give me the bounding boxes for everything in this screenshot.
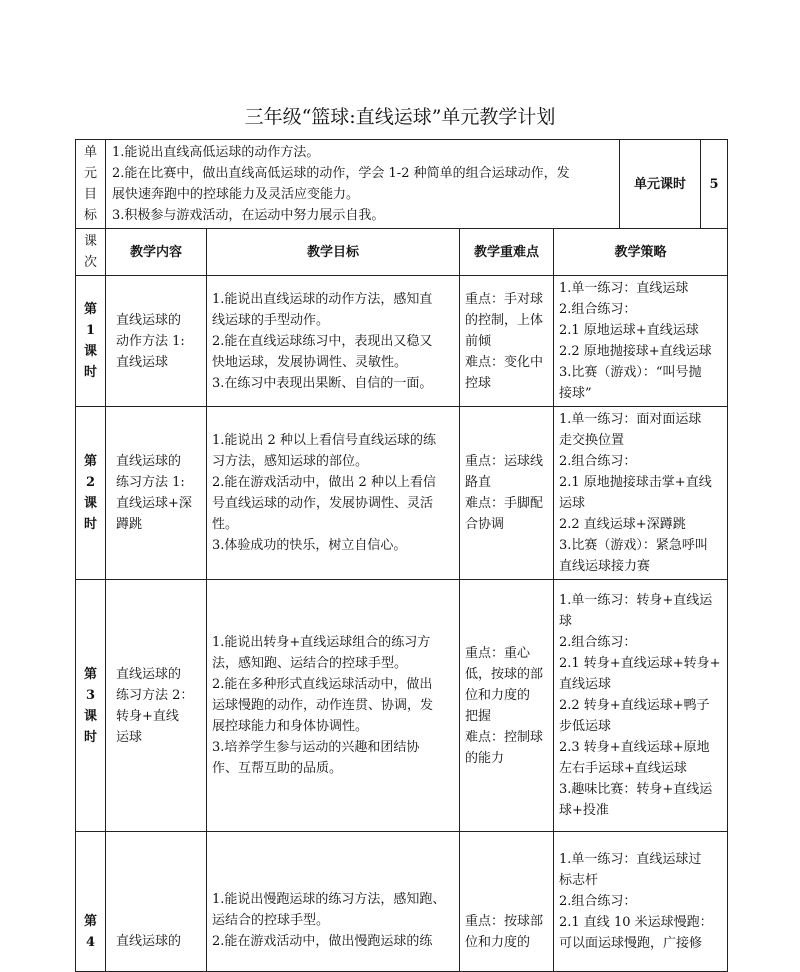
unit-hours-label: 单元课时 — [620, 140, 701, 229]
page-title: 三年级“篮球:直线运球”单元教学计划 — [244, 106, 556, 128]
unit-goals-label: 单 元 目 标 — [76, 140, 106, 229]
lesson-4-objectives: 1.能说出慢跑运球的练习方法，感知跑、 运结合的控球手型。 2.能在游戏活动中，做出慢跑运球的练 — [207, 832, 460, 972]
lesson-4-strategy: 1.单一练习：直线运球过 标志杆 2.组合练习： 2.1 直线 10 米运球慢跑： 可以面运球慢跑，广接修 — [554, 832, 728, 972]
lesson-row-4 — [76, 832, 728, 972]
unit-plan-table — [75, 139, 728, 972]
header-content: 教学内容 — [106, 229, 207, 276]
lesson-2-objectives: 1.能说出 2 种以上看信号直线运球的练 习方法，感知运球的部位。 2.能在游戏活动中，做出 2 种以上看信 号直线运球的动作，发展协调性、灵活 性。 3.体验成功的快乐，树立自信心。 — [207, 407, 460, 580]
lesson-1-strategy: 1.单一练习：直线运球 2.组合练习： 2.1 原地运球+直线运球 2.2 原地抛接球+直线运球 3.比赛（游戏）：“叫号抛 接球” — [554, 276, 728, 407]
lesson-row-3 — [76, 580, 728, 832]
header-key-points: 教学重难点 — [460, 229, 554, 276]
lesson-2-content: 直线运球的 练习方法 1: 直线运球+深 蹲跳 — [106, 407, 207, 580]
lesson-4-label: 第 4 — [76, 832, 106, 972]
lesson-row-1 — [76, 276, 728, 407]
lesson-3-label: 第 3 课 时 — [76, 580, 106, 832]
lesson-3-strategy: 1.单一练习：转身+直线运 球 2.组合练习： 2.1 转身+直线运球+转身+ 直线运球 2.2 转身+直线运球+鸭子 步低运球 2.3 转身+直线运球+原地 左右手运球+直线运球 3.趣味比赛：转身+直线运 球+投准 — [554, 580, 728, 832]
lesson-row-2 — [76, 407, 728, 580]
unit-goals-row — [76, 140, 728, 229]
lesson-4-content: 直线运球的 — [106, 832, 207, 972]
lesson-1-label: 第 1 课 时 — [76, 276, 106, 407]
lesson-3-key-points: 重点：重心 低，按球的部 位和力度的 把握 难点：控制球 的能力 — [460, 580, 554, 832]
lesson-2-label: 第 2 课 时 — [76, 407, 106, 580]
header-row — [76, 229, 728, 276]
lesson-2-strategy: 1.单一练习：面对面运球 走交换位置 2.组合练习： 2.1 原地抛接球击掌+直线 运球 2.2 直线运球+深蹲跳 3.比赛（游戏）：紧急呼叫 直线运球接力赛 — [554, 407, 728, 580]
header-objectives: 教学目标 — [207, 229, 460, 276]
header-strategy: 教学策略 — [554, 229, 728, 276]
lesson-1-objectives: 1.能说出直线运球的动作方法，感知直 线运球的手型动作。 2.能在直线运球练习中，表现出又稳又 快地运球，发展协调性、灵敏性。 3.在练习中表现出果断、自信的一面。 — [207, 276, 460, 407]
lesson-2-key-points: 重点：运球线 路直 难点：手脚配 合协调 — [460, 407, 554, 580]
unit-goals-text: 1.能说出直线高低运球的动作方法。 2.能在比赛中，做出直线高低运球的动作，学会 1-2 种简单的组合运球动作，发 展快速奔跑中的控球能力及灵活应变能力。 3.积极参与游戏活动，在运动中努力展示自我。 — [106, 140, 620, 229]
lesson-3-content: 直线运球的 练习方法 2： 转身+直线 运球 — [106, 580, 207, 832]
unit-hours-value: 5 — [701, 140, 728, 229]
lesson-1-content: 直线运球的 动作方法 1: 直线运球 — [106, 276, 207, 407]
lesson-4-key-points: 重点：按球部 位和力度的 — [460, 832, 554, 972]
lesson-3-objectives: 1.能说出转身+直线运球组合的练习方 法，感知跑、运结合的控球手型。 2.能在多种形式直线运球活动中，做出 运球慢跑的动作，动作连贯、协调，发 展控球能力和身体协调性。 3.培养学生参与运动的兴趣和团结协 作、互帮互助的品质。 — [207, 580, 460, 832]
lesson-1-key-points: 重点：手对球 的控制，上体 前倾 难点：变化中 控球 — [460, 276, 554, 407]
header-lesson: 课 次 — [76, 229, 106, 276]
